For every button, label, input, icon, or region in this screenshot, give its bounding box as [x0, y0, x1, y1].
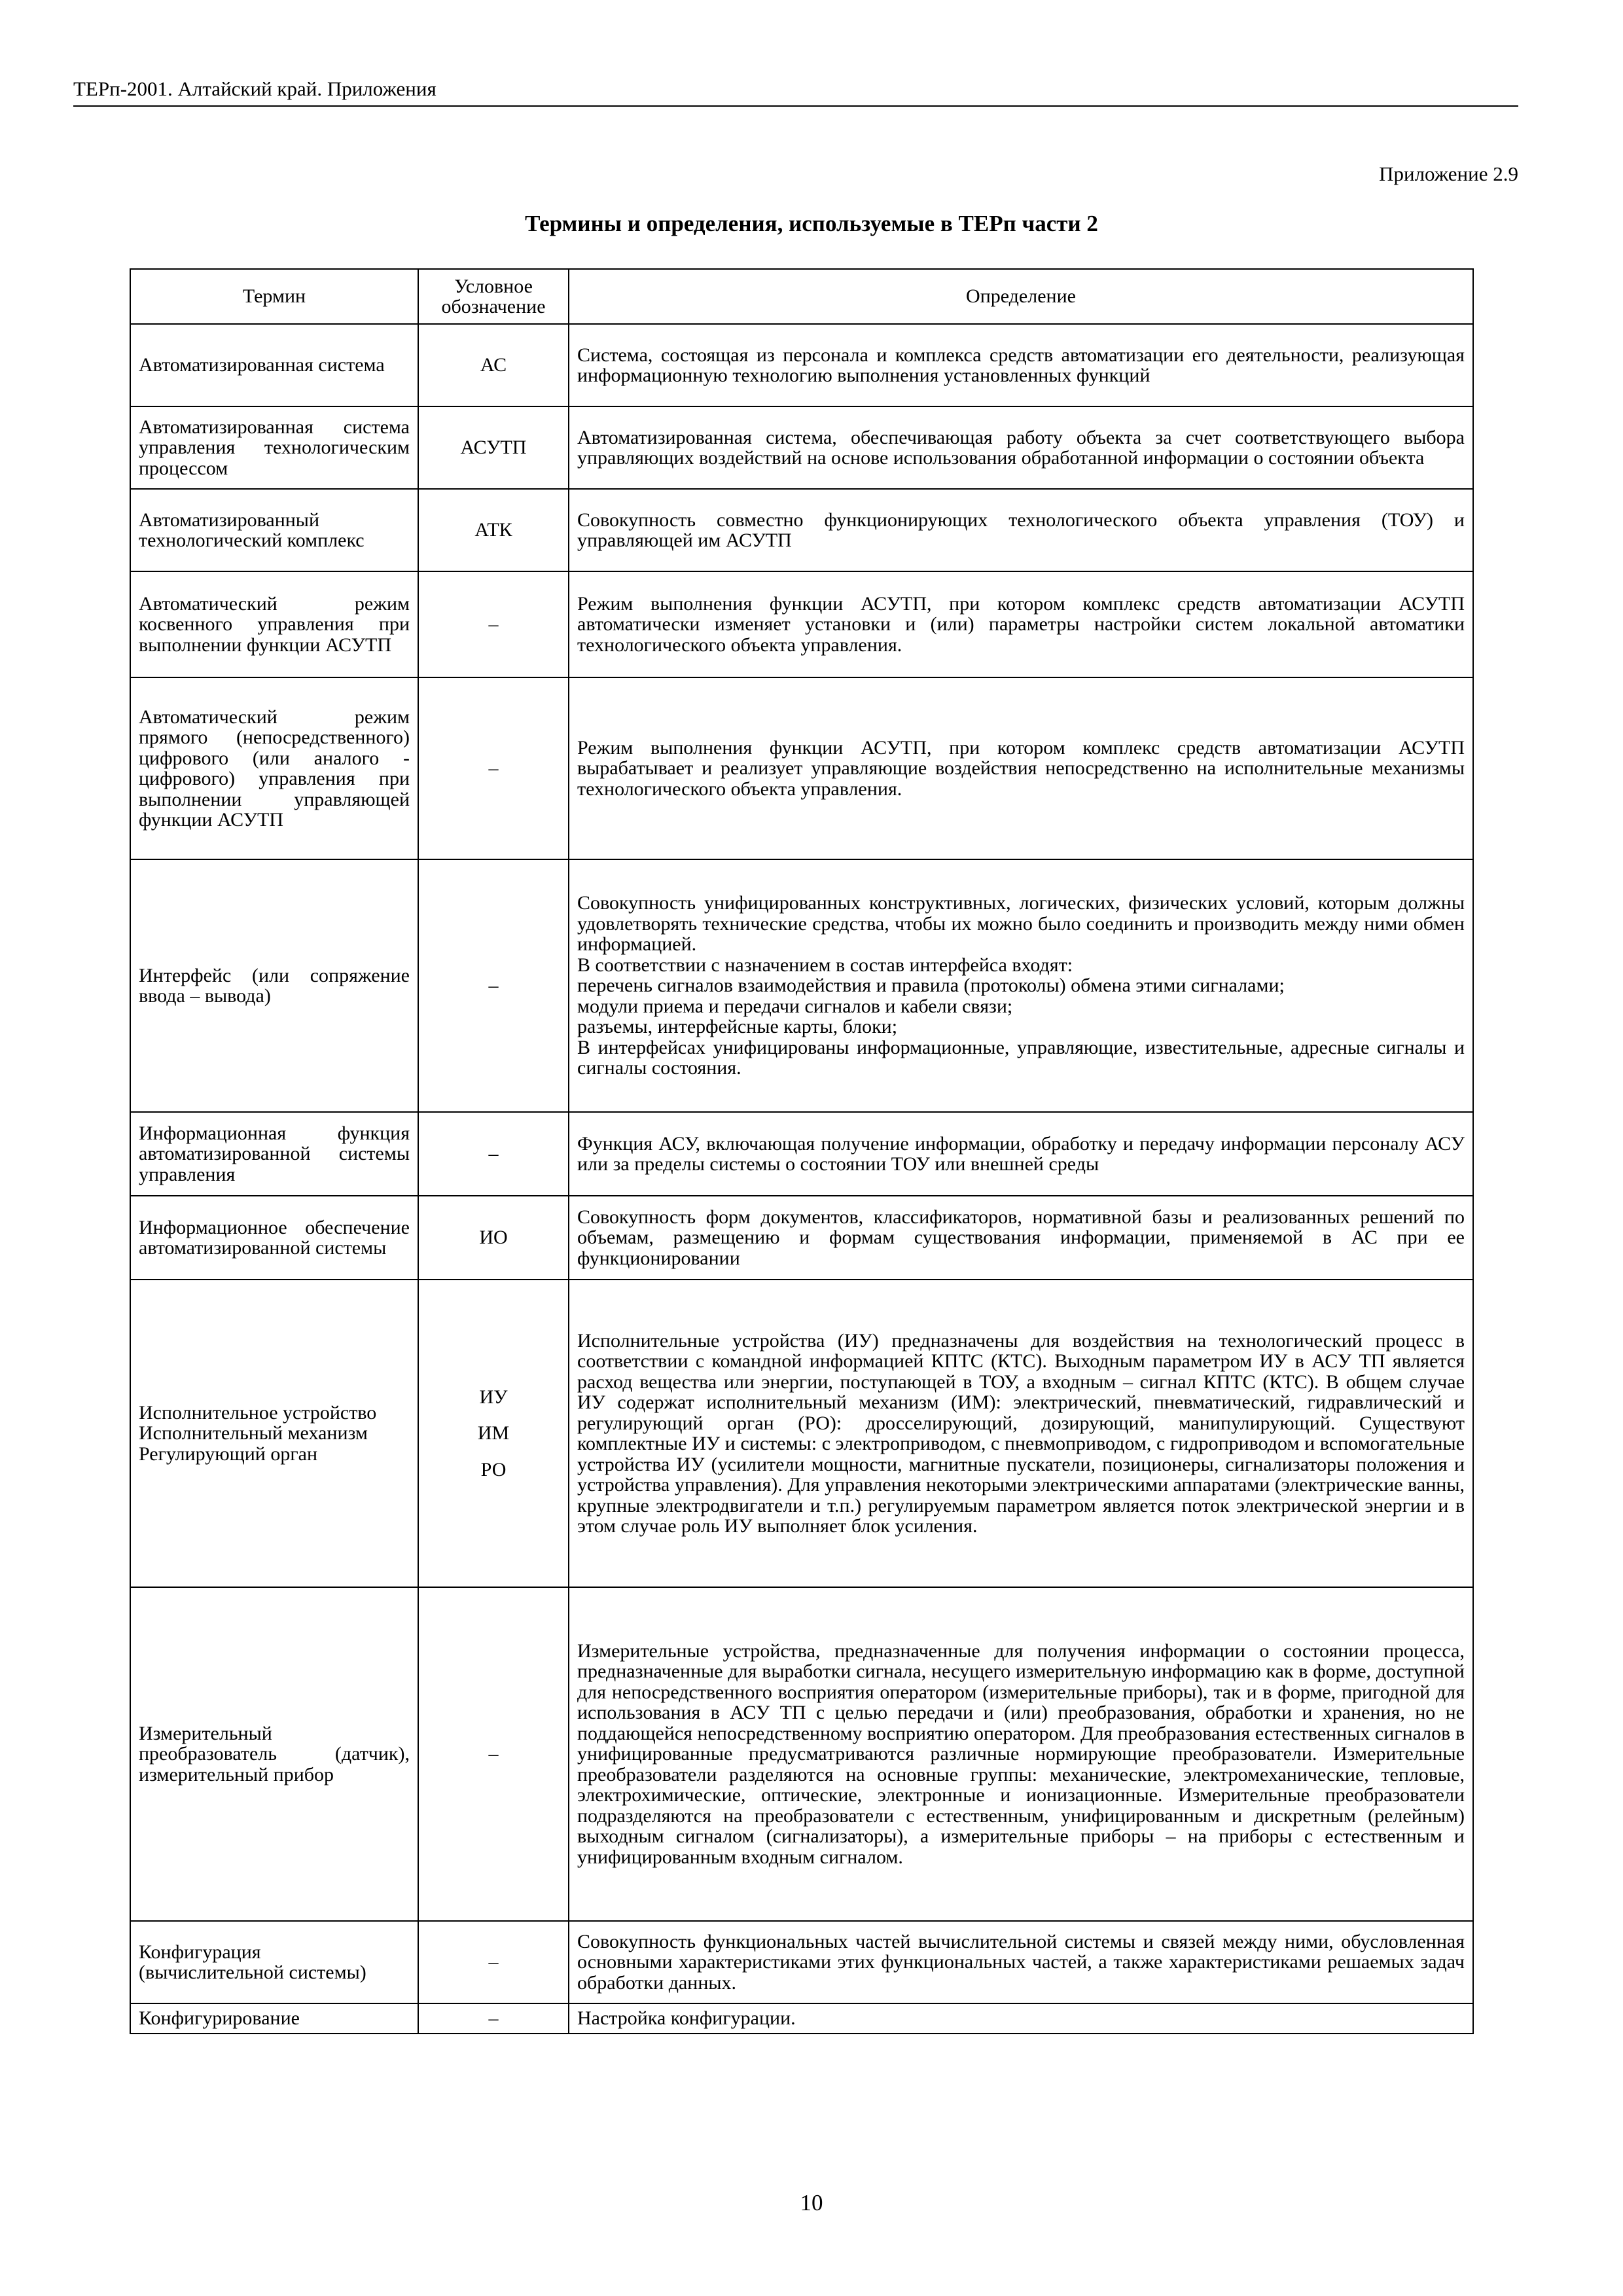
definition-line: В интерфейсах унифицированы информационные, управляющие, известительные, адресные сигналы и сигналы состояния. — [577, 1036, 1465, 1079]
definition-cell: Режим выполнения функции АСУТП, при котором комплекс средств автоматизации АСУТП автоматически изменяет установки и (или) параметры настройки систем локальной автоматики технологического объекта управления. — [569, 571, 1473, 677]
term-item: Исполнительный механизм — [139, 1422, 368, 1444]
table-row — [130, 1587, 1473, 1921]
definition-cell: Режим выполнения функции АСУТП, при котором комплекс средств автоматизации АСУТП вырабатывает и реализует управляющие воздействия непосредственно на исполнительные механизмы технологического объекта управления. — [569, 677, 1473, 859]
definition-line: разъемы, интерфейсные карты, блоки; — [577, 1016, 898, 1038]
table-row — [130, 1112, 1473, 1196]
abbr-cell: – — [418, 1587, 569, 1921]
definition-line: перечень сигналов взаимодействия и правила (протоколы) обмена этими сигналами; — [577, 975, 1285, 997]
column-header-abbr: Условное обозначение — [418, 269, 569, 324]
abbr-cell: – — [418, 1112, 569, 1196]
table-row — [130, 677, 1473, 859]
term-cell — [130, 1280, 418, 1587]
term-cell: Интерфейс (или сопряжение ввода – вывода) — [130, 859, 418, 1112]
term-item: Исполнительное устройство — [139, 1401, 377, 1424]
abbr-cell: ИО — [418, 1196, 569, 1280]
abbr-cell: – — [418, 1921, 569, 2003]
term-cell: Информационное обеспечение автоматизированной системы — [130, 1196, 418, 1280]
definition-cell: Совокупность функциональных частей вычислительной системы и связей между ними, обусловленная основными характеристиками этих функциональных частей, а также характеристиками решаемых задач обработки данных. — [569, 1921, 1473, 2003]
table-row — [130, 1921, 1473, 2003]
table-row — [130, 324, 1473, 406]
table-row — [130, 1280, 1473, 1587]
table-row — [130, 859, 1473, 1112]
definition-line: модули приема и передачи сигналов и кабели связи; — [577, 995, 1013, 1017]
table-row — [130, 1196, 1473, 1280]
page-title: Термины и определения, используемые в ТЕРп части 2 — [525, 211, 1098, 236]
term-cell: Измерительный преобразователь (датчик), измерительный прибор — [130, 1587, 418, 1921]
definition-line: Совокупность унифицированных конструктивных, логических, физических условий, которым должны удовлетворять технические средства, чтобы их можно было соединить и производить между ними обмен информацией. — [577, 892, 1465, 956]
abbr-cell: АСУТП — [418, 406, 569, 489]
abbr-item: ИУ — [479, 1386, 508, 1408]
abbr-cell: – — [418, 2003, 569, 2034]
running-head: ТЕРп-2001. Алтайский край. Приложения — [73, 77, 437, 100]
abbr-cell: – — [418, 571, 569, 677]
definition-cell: Настройка конфигурации. — [569, 2003, 1473, 2034]
abbr-cell: АТК — [418, 489, 569, 571]
definition-cell: Измерительные устройства, предназначенные для получения информации о состоянии процесса, предназначенные для выработки сигнала, несущего измерительную информацию как в форме, доступной для непосредственного восприятия оператором (измерительные приборы), так и в форме, пригодной для использования в АСУ ТП с целью передачи и (или) преобразования, обработки и хранения, но не поддающейся непосредственному восприятию оператором. Для преобразования естественных сигналов в унифицированные предусматриваются различные нормирующие преобразователи. Измерительные преобразователи разделяются на основные группы: механические, электромеханические, тепловые, электрохимические, оптические, электронные и ионизационные. Измерительные преобразователи подразделяются на преобразователи с естественным, унифицированным и дискретным (релейным) выходным сигналом (сигнализаторы), а измерительные приборы – на приборы с естественным и унифицированным входным сигналом. — [569, 1587, 1473, 1921]
definition-cell: Система, состоящая из персонала и комплекса средств автоматизации его деятельности, реализующая информационную технологию выполнения установленных функций — [569, 324, 1473, 406]
abbr-cell: АС — [418, 324, 569, 406]
term-cell: Автоматический режим косвенного управления при выполнении функции АСУТП — [130, 571, 418, 677]
abbr-item: ИМ — [477, 1422, 510, 1444]
page-number: 10 — [800, 2190, 823, 2215]
column-header-definition: Определение — [569, 269, 1473, 324]
term-cell: Конфигурирование — [130, 2003, 418, 2034]
term-cell: Автоматизированная система — [130, 324, 418, 406]
header-rule — [73, 105, 1518, 107]
table-row — [130, 571, 1473, 677]
abbr-cell — [418, 1280, 569, 1587]
table-row — [130, 406, 1473, 489]
column-header-term: Термин — [130, 269, 418, 324]
term-cell: Автоматизированная система управления технологическим процессом — [130, 406, 418, 489]
definition-cell: Совокупность совместно функционирующих технологического объекта управления (ТОУ) и управляющей им АСУТП — [569, 489, 1473, 571]
definition-cell: Автоматизированная система, обеспечивающая работу объекта за счет соответствующего выбора управляющих воздействий на основе использования обработанной информации о состоянии объекта — [569, 406, 1473, 489]
abbr-item: РО — [480, 1458, 507, 1480]
definition-line: В соответствии с назначением в состав интерфейса входят: — [577, 954, 1073, 976]
term-cell: Конфигурация (вычислительной системы) — [130, 1921, 418, 2003]
table-header-row — [130, 269, 1473, 324]
definition-cell: Функция АСУ, включающая получение информации, обработку и передачу информации персоналу АСУ или за пределы системы о состоянии ТОУ или внешней среды — [569, 1112, 1473, 1196]
definition-cell — [569, 859, 1473, 1112]
appendix-label: Приложение 2.9 — [1379, 162, 1518, 185]
terms-table — [130, 268, 1474, 2034]
table-row — [130, 489, 1473, 571]
term-item: Регулирующий орган — [139, 1443, 318, 1465]
definition-cell: Исполнительные устройства (ИУ) предназначены для воздействия на технологический процесс в соответствии с командной информацией КПТС (КТС). Выходным параметром ИУ в АСУ ТП является расход вещества или энергии, поступающей в ТОУ, а входным – сигнал КПТС (КТС). В общем случае ИУ содержат исполнительный механизм (ИМ): электрический, пневматический, гидравлический и регулирующий орган (РО): дросселирующий, дозирующий, манипулирующий. Существуют комплектные ИУ и системы: с электроприводом, с пневмоприводом, с гидроприводом и вспомогательные устройства ИУ (усилители мощности, магнитные пускатели, позиционеры, сигнализаторы положения и устройства управления). Для управления некоторыми электрическими аппаратами (электрические ванны, крупные электродвигатели и т.п.) регулируемым параметром является поток электрической энергии и в этом случае роль ИУ выполняет блок усиления. — [569, 1280, 1473, 1587]
abbr-cell: – — [418, 677, 569, 859]
table-row — [130, 2003, 1473, 2034]
definition-cell: Совокупность форм документов, классификаторов, нормативной базы и реализованных решений по объемам, размещению и формам существования информации, применяемой в АС при ее функционировании — [569, 1196, 1473, 1280]
term-cell: Информационная функция автоматизированной системы управления — [130, 1112, 418, 1196]
term-cell: Автоматический режим прямого (непосредственного) цифрового (или аналого - цифрового) управления при выполнении управляющей функции АСУТП — [130, 677, 418, 859]
abbr-cell: – — [418, 859, 569, 1112]
term-cell: Автоматизированный технологический комплекс — [130, 489, 418, 571]
